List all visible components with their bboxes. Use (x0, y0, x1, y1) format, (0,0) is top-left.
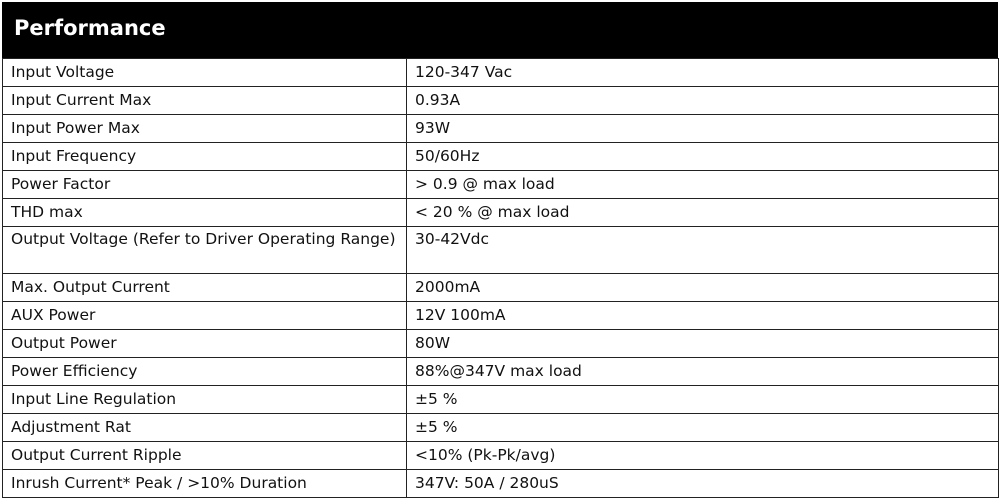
table-row (3, 470, 999, 498)
row-value: 50/60Hz (407, 143, 999, 171)
row-value: 80W (407, 330, 999, 358)
row-label: Input Power Max (3, 115, 407, 143)
row-value: > 0.9 @ max load (407, 171, 999, 199)
row-value: 2000mA (407, 274, 999, 302)
table-row (3, 227, 999, 274)
row-value: 0.93A (407, 87, 999, 115)
row-value: <10% (Pk-Pk/avg) (407, 442, 999, 470)
table-row (3, 442, 999, 470)
table-row (3, 358, 999, 386)
row-value: 93W (407, 115, 999, 143)
table-row (3, 171, 999, 199)
row-value: 347V: 50A / 280uS (407, 470, 999, 498)
row-value: < 20 % @ max load (407, 199, 999, 227)
row-label: Adjustment Rat (3, 414, 407, 442)
row-value: 12V 100mA (407, 302, 999, 330)
row-value: ±5 % (407, 414, 999, 442)
table-title: Performance (2, 2, 998, 58)
row-label: Output Power (3, 330, 407, 358)
row-label: Power Efficiency (3, 358, 407, 386)
row-label: Output Voltage (Refer to Driver Operating Range) (3, 227, 407, 274)
row-label: Power Factor (3, 171, 407, 199)
table-row (3, 59, 999, 87)
row-label: Output Current Ripple (3, 442, 407, 470)
row-label: Inrush Current* Peak / >10% Duration (3, 470, 407, 498)
row-label: Input Frequency (3, 143, 407, 171)
row-value: 30-42Vdc (407, 227, 999, 274)
row-label: Max. Output Current (3, 274, 407, 302)
row-value: ±5 % (407, 386, 999, 414)
row-label: Input Line Regulation (3, 386, 407, 414)
table-row (3, 143, 999, 171)
row-label: Input Voltage (3, 59, 407, 87)
row-value: 88%@347V max load (407, 358, 999, 386)
row-label: THD max (3, 199, 407, 227)
performance-table (2, 58, 999, 498)
table-row (3, 115, 999, 143)
table-row (3, 87, 999, 115)
table-row (3, 274, 999, 302)
row-label: Input Current Max (3, 87, 407, 115)
table-row (3, 330, 999, 358)
spec-table-container (2, 2, 998, 498)
table-row (3, 386, 999, 414)
table-row (3, 199, 999, 227)
table-row (3, 302, 999, 330)
row-value: 120-347 Vac (407, 59, 999, 87)
table-row (3, 414, 999, 442)
row-label: AUX Power (3, 302, 407, 330)
